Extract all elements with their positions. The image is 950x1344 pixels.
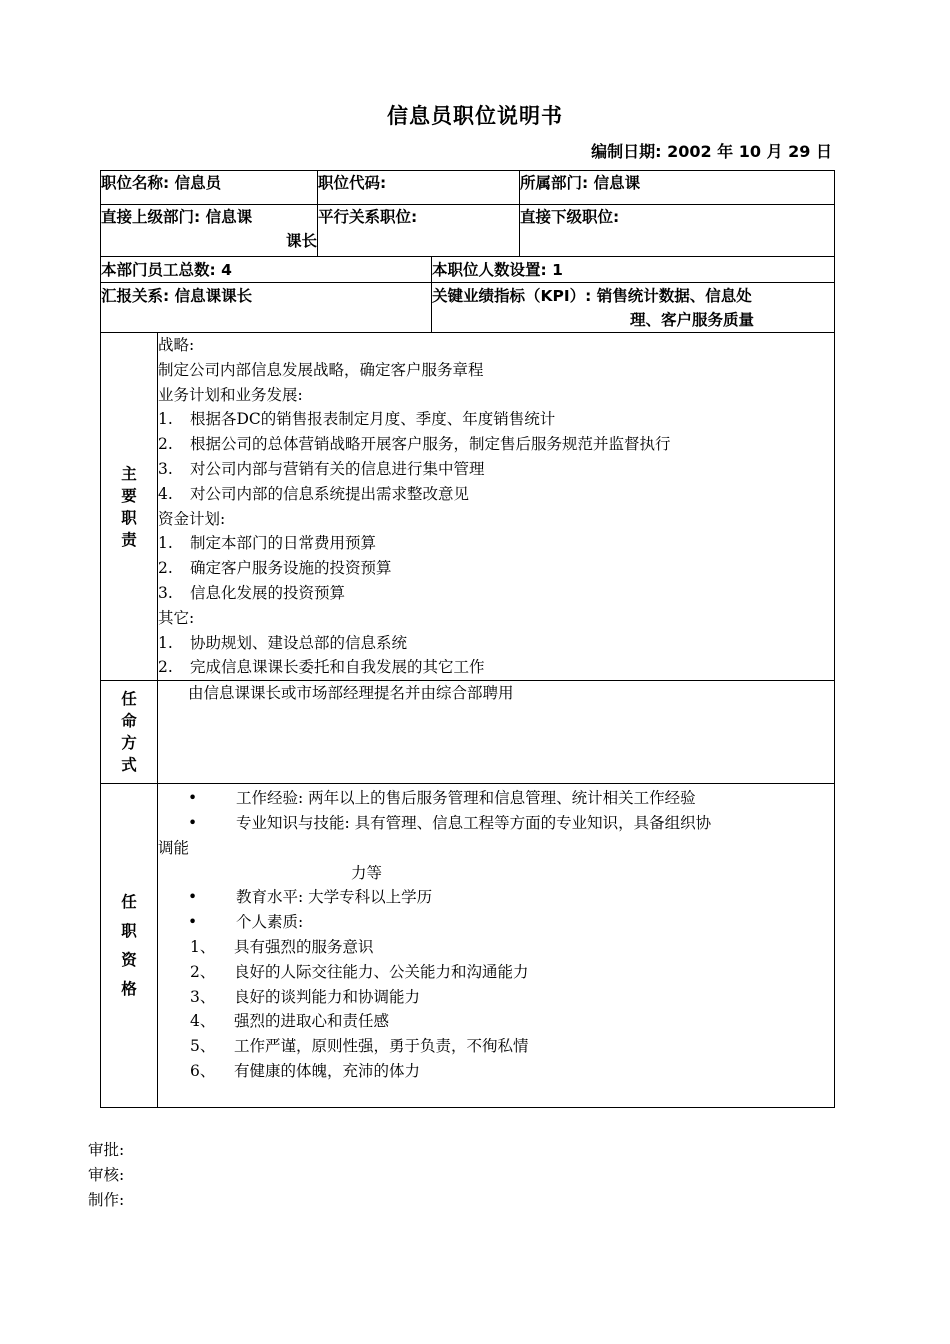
list-item: 4. 对公司内部的信息系统提出需求整改意见 xyxy=(158,484,470,503)
appointment-content xyxy=(158,681,835,784)
list-item: 3. 信息化发展的投资预算 xyxy=(158,583,346,602)
department-cell: 所属部门: 信息课 xyxy=(520,171,835,205)
list-item: 2. 完成信息课课长委托和自我发展的其它工作 xyxy=(158,658,485,677)
document-title: 信息员职位说明书 xyxy=(387,104,563,128)
subordinate-positions-cell: 直接下级职位: xyxy=(520,205,835,257)
staff-total-cell: 本部门员工总数: 4 xyxy=(101,257,432,283)
date-label: 编制日期: xyxy=(591,142,662,161)
list-item: 1、 具有强烈的服务意识 xyxy=(190,937,374,956)
list-item: 3. 对公司内部与营销有关的信息进行集中管理 xyxy=(158,459,485,478)
strategy-text: 制定公司内部信息发展战略，确定客户服务章程 xyxy=(158,360,484,379)
strategy-title: 战略: xyxy=(158,336,195,354)
headcount-cell: 本职位人数设置: 1 xyxy=(432,257,835,283)
other-title: 其它: xyxy=(158,608,195,627)
review-label: 审核: xyxy=(88,1166,125,1184)
list-item: 5、 工作严谨，原则性强，勇于负责，不徇私情 xyxy=(190,1037,529,1056)
qualifications-label: 任 职 资 格 xyxy=(101,784,158,1108)
business-title: 业务计划和业务发展: xyxy=(158,385,303,404)
list-item: 2. 根据公司的总体营销战略开展客户服务，制定售后服务规范并监督执行 xyxy=(158,435,671,454)
list-item: 4、 强烈的进取心和责任感 xyxy=(190,1012,390,1031)
signature-block xyxy=(88,1138,124,1213)
appointment-label: 任 命 方 式 xyxy=(101,681,158,784)
position-name-cell: 职位名称: 信息员 xyxy=(101,171,318,205)
list-item: 1. 协助规划、建设总部的信息系统 xyxy=(158,633,408,652)
compile-date xyxy=(591,139,832,162)
list-item: 2. 确定客户服务设施的投资预算 xyxy=(158,559,392,578)
kpi-cell: 关键业绩指标（KPI）: 销售统计数据、信息处 理、客户服务质量 xyxy=(432,283,835,333)
main-duties-label: 主 要 职 责 xyxy=(101,333,158,681)
list-item: 3、 良好的谈判能力和协调能力 xyxy=(190,987,421,1006)
reporting-cell: 汇报关系: 信息课课长 xyxy=(101,283,432,333)
skills-continued-2: 力等 xyxy=(351,863,383,882)
prepare-label: 制作: xyxy=(88,1191,125,1209)
list-item: 2、 良好的人际交往能力、公关能力和沟通能力 xyxy=(190,962,529,981)
position-code-cell: 职位代码: xyxy=(318,171,520,205)
qualifications-content xyxy=(158,784,835,1108)
list-item: 1. 根据各DC的销售报表制定月度、季度、年度销售统计 xyxy=(158,410,556,429)
main-duties-content xyxy=(158,333,835,681)
appointment-text: 由信息课课长或市场部经理提名并由综合部聘用 xyxy=(188,684,514,703)
peer-positions-cell: 平行关系职位: xyxy=(318,205,520,257)
list-item: 6、 有健康的体魄，充沛的体力 xyxy=(190,1061,421,1080)
funding-title: 资金计划: xyxy=(158,509,226,528)
list-item: • 专业知识与技能: 具有管理、信息工程等方面的专业知识，具备组织协 xyxy=(188,813,712,832)
list-item: 1. 制定本部门的日常费用预算 xyxy=(158,534,377,553)
superior-dept-cell: 直接上级部门: 信息课 课长 xyxy=(101,205,318,257)
list-item: • 教育水平: 大学专科以上学历 xyxy=(188,888,433,907)
date-value: 2002 年 10 月 29 日 xyxy=(667,142,832,161)
list-item: • 个人素质: xyxy=(188,913,304,932)
approve-label: 审批: xyxy=(88,1141,125,1159)
list-item: • 工作经验: 两年以上的售后服务管理和信息管理、统计相关工作经验 xyxy=(188,789,696,808)
job-description-table xyxy=(100,170,835,1108)
skills-continued: 调能 xyxy=(158,838,190,857)
